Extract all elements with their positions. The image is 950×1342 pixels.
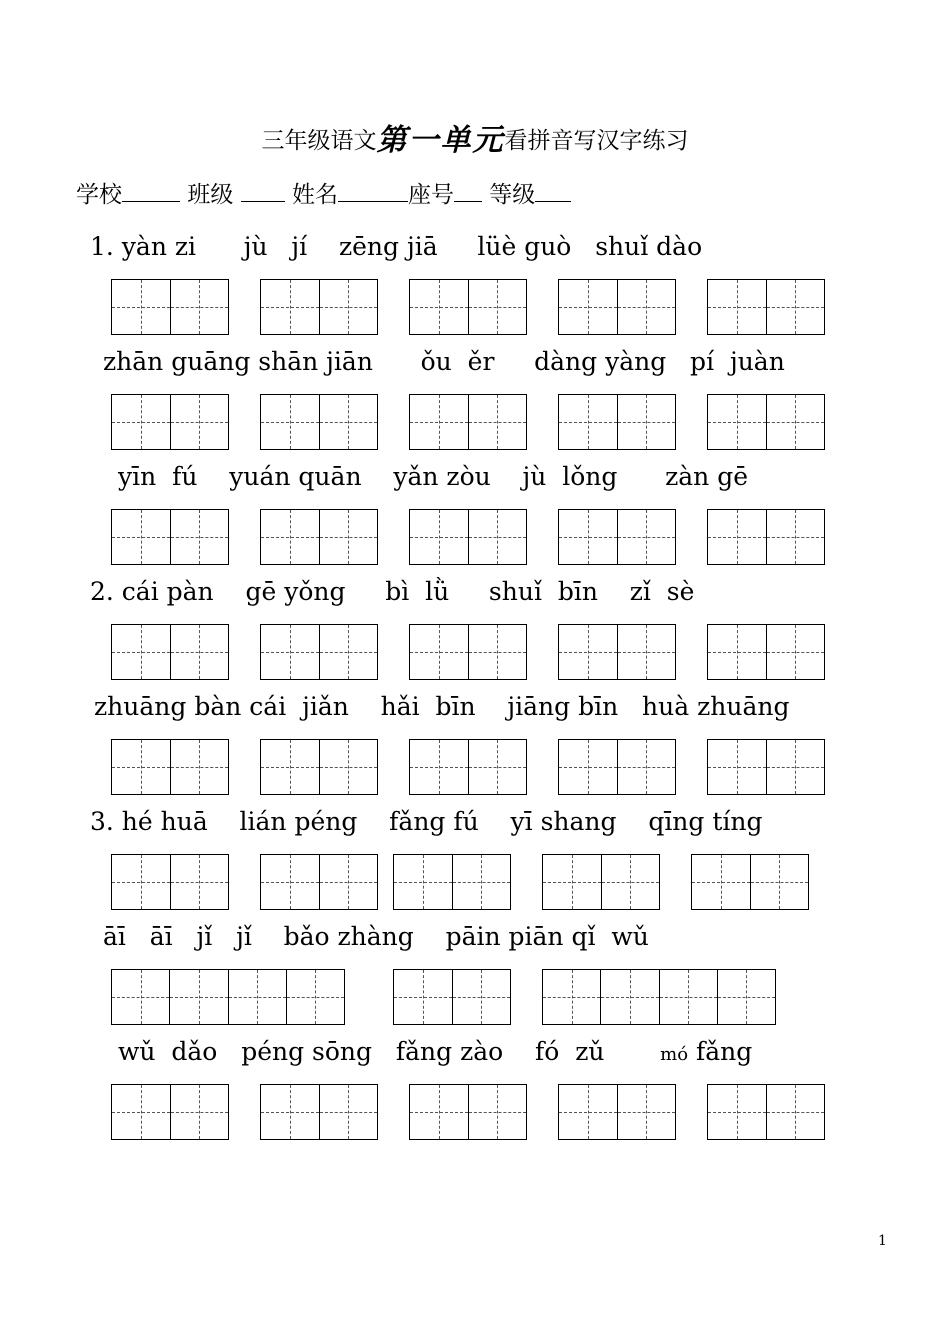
writing-box[interactable]: [707, 394, 825, 450]
writing-box[interactable]: [260, 509, 378, 565]
writing-box[interactable]: [111, 509, 229, 565]
title-suffix: 看拼音写汉字练习: [504, 128, 689, 154]
writing-box[interactable]: [260, 394, 378, 450]
grade-blank[interactable]: [535, 181, 571, 202]
writing-box-four[interactable]: [111, 969, 345, 1025]
writing-box[interactable]: [260, 279, 378, 335]
student-info-line: [76, 176, 571, 209]
seat-blank[interactable]: [454, 181, 482, 202]
pinyin-row: yīn fú yuán quān yǎn zòu jù lǒng zàn gē: [118, 462, 749, 491]
writing-box[interactable]: [558, 739, 676, 795]
class-label: 班级: [187, 182, 234, 208]
writing-box[interactable]: [542, 854, 660, 910]
pinyin-row: 1. yàn zi jù jí zēng jiā lüè guò shuǐ dào: [90, 232, 703, 261]
writing-box[interactable]: [260, 739, 378, 795]
pinyin-text: zǔ: [575, 1037, 605, 1066]
school-label: 学校: [76, 182, 122, 208]
writing-box[interactable]: [409, 509, 527, 565]
seat-label: 座号: [407, 182, 454, 208]
pinyin-row: 2. cái pàn gē yǒng bì lǜ shuǐ bīn zǐ sè: [90, 577, 695, 606]
writing-box[interactable]: [707, 279, 825, 335]
writing-box[interactable]: [409, 1084, 527, 1140]
name-label: 姓名: [291, 182, 338, 208]
pinyin-row: [118, 1037, 752, 1070]
writing-box[interactable]: [707, 739, 825, 795]
school-blank[interactable]: [122, 181, 180, 202]
writing-box[interactable]: [691, 854, 809, 910]
page-number: 1: [878, 1233, 887, 1249]
pinyin-row: 3. hé huā lián péng fǎng fú yī shang qīng tíng: [90, 807, 763, 836]
pinyin-text: fǎng: [696, 1037, 753, 1066]
writing-box[interactable]: [393, 969, 511, 1025]
writing-box[interactable]: [558, 624, 676, 680]
writing-box-four[interactable]: [542, 969, 776, 1025]
name-blank[interactable]: [338, 181, 408, 202]
writing-box[interactable]: [260, 854, 378, 910]
title-highlight: 第一单元: [376, 123, 505, 158]
pinyin-row: zhān guāng shān jiān ǒu ěr dàng yàng pí juàn: [103, 347, 785, 376]
class-blank[interactable]: [241, 181, 285, 202]
writing-box[interactable]: [409, 624, 527, 680]
pinyin-row: āī āī jǐ jǐ bǎo zhàng pāin piān qǐ wǔ: [103, 922, 649, 951]
writing-box[interactable]: [409, 279, 527, 335]
writing-box[interactable]: [558, 394, 676, 450]
page-title: [0, 115, 950, 159]
writing-box[interactable]: [707, 624, 825, 680]
writing-box[interactable]: [111, 739, 229, 795]
writing-box[interactable]: [260, 624, 378, 680]
writing-box[interactable]: [409, 394, 527, 450]
writing-box[interactable]: [707, 1084, 825, 1140]
pinyin-text: fó: [535, 1037, 560, 1066]
writing-box[interactable]: [393, 854, 511, 910]
writing-box[interactable]: [111, 854, 229, 910]
writing-box[interactable]: [558, 509, 676, 565]
title-prefix: 三年级语文: [261, 128, 377, 154]
writing-box[interactable]: [111, 394, 229, 450]
writing-box[interactable]: [111, 279, 229, 335]
writing-box[interactable]: [707, 509, 825, 565]
writing-box[interactable]: [409, 739, 527, 795]
writing-box[interactable]: [260, 1084, 378, 1140]
pinyin-text: wǔ dǎo péng sōng fǎng zào: [118, 1037, 504, 1066]
grade-label: 等级: [489, 182, 536, 208]
writing-box[interactable]: [558, 279, 676, 335]
writing-box[interactable]: [111, 624, 229, 680]
pinyin-text: mó: [660, 1044, 689, 1065]
pinyin-row: zhuāng bàn cái jiǎn hǎi bīn jiāng bīn huà zhuāng: [94, 692, 790, 721]
writing-box[interactable]: [558, 1084, 676, 1140]
writing-box[interactable]: [111, 1084, 229, 1140]
